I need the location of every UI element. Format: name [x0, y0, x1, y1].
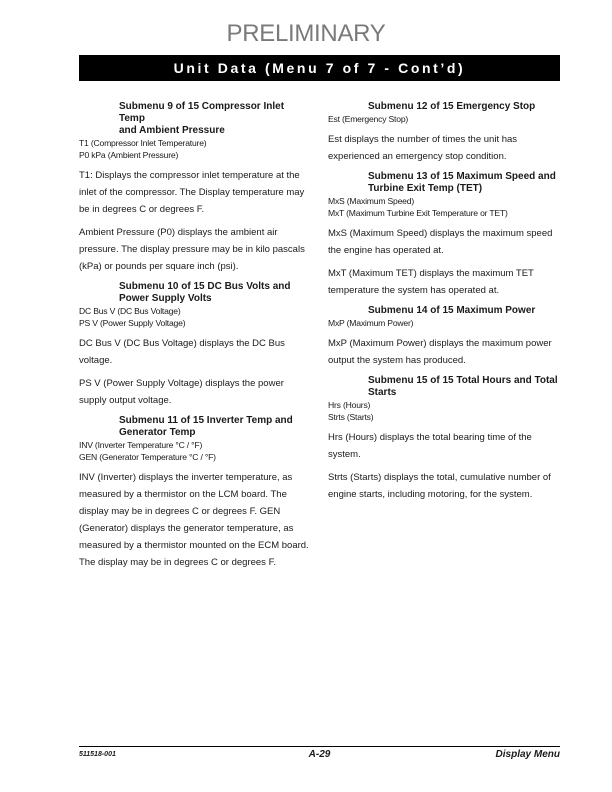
abbreviation-line: PS V (Power Supply Voltage)	[79, 318, 186, 328]
submenu-heading: Submenu 9 of 15 Compressor Inlet Temp	[119, 101, 285, 124]
page-footer	[79, 746, 560, 764]
paragraph: MxS (Maximum Speed) displays the maximum speed the engine has operated at.	[328, 228, 553, 256]
paragraph: PS V (Power Supply Voltage) displays the power supply output voltage.	[79, 378, 284, 406]
submenu-heading: Power Supply Volts	[119, 293, 212, 304]
right-column	[328, 101, 560, 503]
abbreviation-line: Est (Emergency Stop)	[328, 114, 409, 124]
submenu-heading: Submenu 13 of 15 Maximum Speed and	[368, 171, 556, 182]
paragraph: Ambient Pressure (P0) displays the ambient air pressure. The display pressure may be in kilo pascals (kPa) or pounds per square inch (psi).	[79, 227, 305, 272]
submenu-13	[328, 171, 560, 299]
section-banner: Unit Data (Menu 7 of 7 - Cont’d)	[79, 55, 560, 81]
submenu-12	[328, 101, 560, 165]
paragraph: MxT (Maximum TET) displays the maximum TET temperature the system has operated at.	[328, 268, 534, 296]
submenu-heading: Turbine Exit Temp (TET)	[368, 183, 483, 194]
submenu-9	[79, 101, 311, 275]
paragraph: MxP (Maximum Power) displays the maximum power output the system has produced.	[328, 338, 552, 366]
paragraph: T1: Displays the compressor inlet temperature at the inlet of the compressor. The Display temperature may be in degrees C or degrees F.	[79, 170, 305, 215]
document-number: 511518-001	[79, 751, 116, 758]
page-number: A-29	[308, 749, 331, 760]
submenu-heading: and Ambient Pressure	[119, 125, 225, 136]
abbreviation-line: DC Bus V (DC Bus Voltage)	[79, 306, 181, 316]
submenu-heading: Submenu 12 of 15 Emergency Stop	[368, 101, 536, 112]
submenu-heading: Generator Temp	[119, 427, 196, 438]
submenu-heading: Starts	[368, 387, 397, 398]
paragraph: INV (Inverter) displays the inverter temperature, as measured by a thermistor on the LCM board. The display may be in degrees C or degrees F. GEN (Generator) displays the generator temperature, as measured by a thermistor mounted on the ECM board. The display may be in degrees C or degrees F.	[79, 472, 309, 568]
abbreviation-line: T1 (Compressor Inlet Temperature)	[79, 138, 207, 148]
submenu-11	[79, 415, 311, 571]
abbreviation-line: MxT (Maximum Turbine Exit Temperature or TET)	[328, 208, 508, 218]
abbreviation-line: INV (Inverter Temperature °C / °F)	[79, 440, 203, 450]
submenu-10	[79, 281, 311, 409]
paragraph: Est displays the number of times the unit has experienced an emergency stop condition.	[328, 134, 518, 162]
preliminary-watermark: PRELIMINARY	[226, 20, 386, 47]
abbreviation-line: GEN (Generator Temperature °C / °F)	[79, 452, 216, 462]
abbreviation-line: MxP (Maximum Power)	[328, 318, 414, 328]
submenu-14	[328, 305, 560, 369]
submenu-heading: Submenu 15 of 15 Total Hours and Total	[368, 375, 558, 386]
section-name: Display Menu	[495, 749, 560, 760]
submenu-heading: Submenu 10 of 15 DC Bus Volts and	[119, 281, 291, 292]
left-column	[79, 101, 311, 571]
abbreviation-line: Strts (Starts)	[328, 412, 374, 422]
submenu-15	[328, 375, 560, 503]
submenu-heading: Submenu 14 of 15 Maximum Power	[368, 305, 536, 316]
paragraph: DC Bus V (DC Bus Voltage) displays the DC Bus voltage.	[79, 338, 285, 366]
submenu-heading: Submenu 11 of 15 Inverter Temp and	[119, 415, 293, 426]
paragraph: Strts (Starts) displays the total, cumulative number of engine starts, including motoring, for the system.	[328, 472, 551, 500]
abbreviation-line: MxS (Maximum Speed)	[328, 196, 414, 206]
abbreviation-line: P0 kPa (Ambient Pressure)	[79, 150, 179, 160]
paragraph: Hrs (Hours) displays the total bearing time of the system.	[328, 432, 532, 460]
abbreviation-line: Hrs (Hours)	[328, 400, 371, 410]
